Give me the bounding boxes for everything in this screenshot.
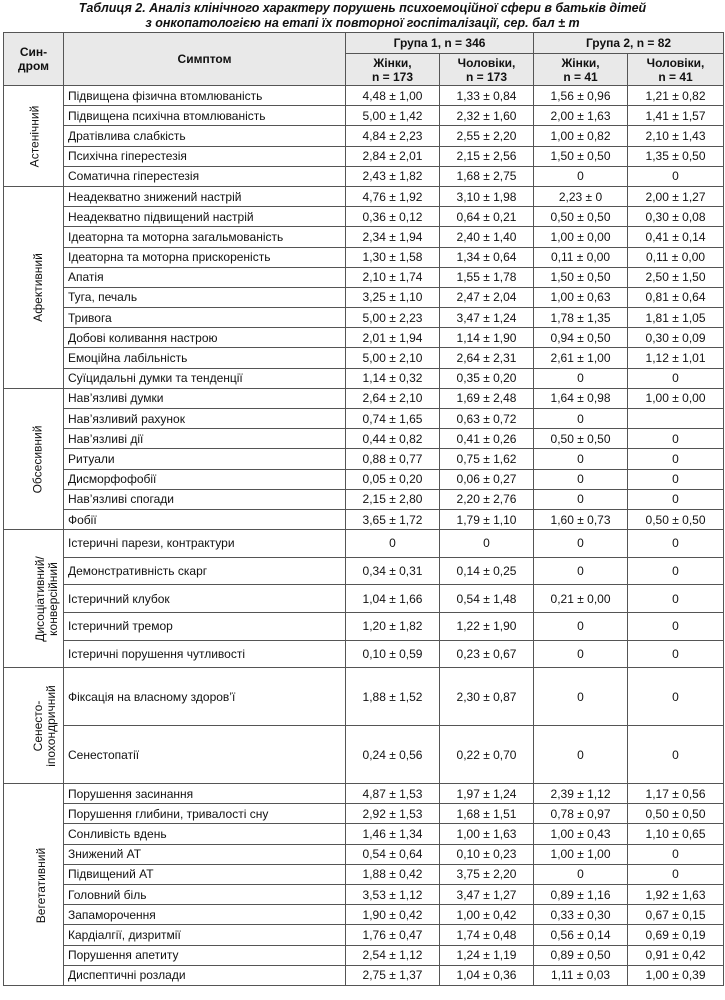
g1-women-value: 3,65 ± 1,72 (346, 509, 440, 529)
table-row (4, 308, 724, 328)
table-row (4, 469, 724, 489)
g1-women-value: 1,88 ± 0,42 (346, 864, 440, 884)
g1-men-value: 3,75 ± 2,20 (440, 864, 534, 884)
table-caption (0, 0, 725, 32)
table-row (4, 804, 724, 824)
table-row (4, 530, 724, 558)
g2-men-value: 1,17 ± 0,56 (628, 784, 724, 804)
g2-women-value: 2,23 ± 0 (534, 186, 628, 206)
symptom-cell: Нав’язливі думки (64, 388, 346, 408)
table-row (4, 267, 724, 287)
g1-men-value: 1,68 ± 2,75 (440, 166, 534, 186)
symptom-cell: Соматична гіперестезія (64, 166, 346, 186)
table-row (4, 585, 724, 613)
g1-men-value: 0,75 ± 1,62 (440, 449, 534, 469)
table-row (4, 668, 724, 726)
syndrome-label: Обсесивний (30, 425, 45, 494)
table-row (4, 905, 724, 925)
g2-women-value: 0,89 ± 1,16 (534, 885, 628, 905)
g2-women-value: 0 (534, 449, 628, 469)
g2-women-value: 1,78 ± 1,35 (534, 308, 628, 328)
g1-women-value: 0,36 ± 0,12 (346, 207, 440, 227)
header-symptom: Симптом (64, 33, 346, 86)
g2-men-value: 0 (628, 640, 724, 668)
symptom-cell: Диспептичні розлади (64, 965, 346, 985)
header-g2-women: Жінки, n = 41 (534, 54, 628, 86)
g1-men-value: 2,30 ± 0,87 (440, 668, 534, 726)
g2-women-value: 1,00 ± 0,63 (534, 287, 628, 307)
caption-line-2: з онкопатологією на етапі їх повторної госпіталізації, сер. бал ± m (145, 16, 580, 30)
g1-men-value: 0,41 ± 0,26 (440, 429, 534, 449)
g2-men-value: 0,91 ± 0,42 (628, 945, 724, 965)
g1-men-value: 0,14 ± 0,25 (440, 557, 534, 585)
symptom-cell: Добові коливання настрою (64, 328, 346, 348)
g1-women-value: 3,53 ± 1,12 (346, 885, 440, 905)
g2-men-value: 0,30 ± 0,09 (628, 328, 724, 348)
g2-men-value: 1,81 ± 1,05 (628, 308, 724, 328)
g2-men-value: 0 (628, 530, 724, 558)
symptom-cell: Нав’язливі дії (64, 429, 346, 449)
g1-women-value: 2,64 ± 2,10 (346, 388, 440, 408)
g1-men-value: 2,47 ± 2,04 (440, 287, 534, 307)
g2-men-value: 2,00 ± 1,27 (628, 186, 724, 206)
g2-women-value: 0,94 ± 0,50 (534, 328, 628, 348)
g1-men-value: 1,55 ± 1,78 (440, 267, 534, 287)
syndrome-label: Сенесто- іпохондричний (30, 684, 58, 767)
table-row (4, 726, 724, 784)
g2-men-value: 0 (628, 668, 724, 726)
symptom-cell: Фобії (64, 509, 346, 529)
g2-men-value: 0 (628, 726, 724, 784)
g2-women-value: 0 (534, 668, 628, 726)
table-row (4, 207, 724, 227)
g1-men-value: 3,47 ± 1,27 (440, 885, 534, 905)
table-row (4, 348, 724, 368)
g2-women-value: 0,56 ± 0,14 (534, 925, 628, 945)
table-row (4, 388, 724, 408)
g2-women-value: 0 (534, 489, 628, 509)
g1-men-value: 1,24 ± 1,19 (440, 945, 534, 965)
g2-men-value: 1,10 ± 0,65 (628, 824, 724, 844)
g1-men-value: 1,74 ± 0,48 (440, 925, 534, 945)
symptom-cell: Тривога (64, 308, 346, 328)
g1-women-value: 4,48 ± 1,00 (346, 86, 440, 106)
g1-women-value: 2,92 ± 1,53 (346, 804, 440, 824)
g2-men-value: 0 (628, 429, 724, 449)
g2-men-value: 0 (628, 844, 724, 864)
g1-women-value: 2,34 ± 1,94 (346, 227, 440, 247)
g1-men-value: 1,97 ± 1,24 (440, 784, 534, 804)
symptom-cell: Істеричні порушення чутливості (64, 640, 346, 668)
syndrome-cell (4, 530, 64, 668)
g2-men-value: 0,30 ± 0,08 (628, 207, 724, 227)
table-row (4, 166, 724, 186)
g1-men-value: 2,20 ± 2,76 (440, 489, 534, 509)
table-row (4, 186, 724, 206)
g2-men-value: 0 (628, 489, 724, 509)
g2-women-value: 0,89 ± 0,50 (534, 945, 628, 965)
symptom-cell: Порушення глибини, тривалості сну (64, 804, 346, 824)
g2-men-value: 0 (628, 166, 724, 186)
g2-men-value: 0 (628, 368, 724, 388)
g2-women-value: 1,50 ± 0,50 (534, 146, 628, 166)
symptom-cell: Емоційна лабільність (64, 348, 346, 368)
g2-men-value: 1,92 ± 1,63 (628, 885, 724, 905)
g1-women-value: 4,87 ± 1,53 (346, 784, 440, 804)
g2-women-value: 0,78 ± 0,97 (534, 804, 628, 824)
g1-women-value: 0,74 ± 1,65 (346, 409, 440, 429)
g2-women-value: 0 (534, 166, 628, 186)
g2-women-value: 2,39 ± 1,12 (534, 784, 628, 804)
g2-men-value: 0,50 ± 0,50 (628, 804, 724, 824)
caption-line-1: Таблиця 2. Аналіз клінічного характеру порушень психоемоційної сфери в батьків дітей (78, 1, 647, 15)
g2-women-value: 0 (534, 368, 628, 388)
g1-men-value: 0 (440, 530, 534, 558)
g2-men-value: 0,11 ± 0,00 (628, 247, 724, 267)
g1-men-value: 0,64 ± 0,21 (440, 207, 534, 227)
symptom-cell: Туга, печаль (64, 287, 346, 307)
g2-women-value: 1,56 ± 0,96 (534, 86, 628, 106)
g1-men-value: 1,22 ± 1,90 (440, 612, 534, 640)
header-g1-men: Чоловіки, n = 173 (440, 54, 534, 86)
symptom-cell: Головний біль (64, 885, 346, 905)
g1-women-value: 0,54 ± 0,64 (346, 844, 440, 864)
g2-women-value: 0,33 ± 0,30 (534, 905, 628, 925)
symptom-cell: Психічна гіперестезія (64, 146, 346, 166)
g2-men-value: 1,00 ± 0,00 (628, 388, 724, 408)
g1-men-value: 0,10 ± 0,23 (440, 844, 534, 864)
g1-women-value: 3,25 ± 1,10 (346, 287, 440, 307)
g2-women-value: 1,60 ± 0,73 (534, 509, 628, 529)
g2-women-value: 0 (534, 409, 628, 429)
syndrome-cell (4, 186, 64, 388)
g1-women-value: 1,20 ± 1,82 (346, 612, 440, 640)
g1-women-value: 4,84 ± 2,23 (346, 126, 440, 146)
g1-men-value: 1,68 ± 1,51 (440, 804, 534, 824)
g1-women-value: 0 (346, 530, 440, 558)
header-group-2: Група 2, n = 82 (534, 33, 724, 54)
g1-women-value: 1,04 ± 1,66 (346, 585, 440, 613)
g1-women-value: 4,76 ± 1,92 (346, 186, 440, 206)
g1-women-value: 0,34 ± 0,31 (346, 557, 440, 585)
g2-men-value: 2,50 ± 1,50 (628, 267, 724, 287)
g2-men-value: 0,41 ± 0,14 (628, 227, 724, 247)
g1-men-value: 1,79 ± 1,10 (440, 509, 534, 529)
g2-women-value: 0 (534, 612, 628, 640)
syndrome-cell (4, 86, 64, 187)
g2-women-value: 0 (534, 640, 628, 668)
g2-men-value: 0,50 ± 0,50 (628, 509, 724, 529)
g1-men-value: 2,32 ± 1,60 (440, 106, 534, 126)
syndrome-cell (4, 668, 64, 784)
symptom-cell: Дисморфофобії (64, 469, 346, 489)
g1-men-value: 1,69 ± 2,48 (440, 388, 534, 408)
g1-men-value: 1,33 ± 0,84 (440, 86, 534, 106)
g2-women-value: 0 (534, 469, 628, 489)
g1-men-value: 0,63 ± 0,72 (440, 409, 534, 429)
symptom-cell: Порушення засинання (64, 784, 346, 804)
g2-men-value (628, 409, 724, 429)
g1-men-value: 1,00 ± 1,63 (440, 824, 534, 844)
g2-men-value: 1,41 ± 1,57 (628, 106, 724, 126)
g2-women-value: 1,64 ± 0,98 (534, 388, 628, 408)
symptom-cell: Сонливість вдень (64, 824, 346, 844)
symptom-cell: Ідеаторна та моторна прискореність (64, 247, 346, 267)
g1-women-value: 2,10 ± 1,74 (346, 267, 440, 287)
g2-women-value: 0,11 ± 0,00 (534, 247, 628, 267)
symptom-cell: Знижений АТ (64, 844, 346, 864)
table-row (4, 126, 724, 146)
g1-women-value: 2,54 ± 1,12 (346, 945, 440, 965)
table-row (4, 864, 724, 884)
g2-women-value: 1,11 ± 0,03 (534, 965, 628, 985)
g2-men-value: 2,10 ± 1,43 (628, 126, 724, 146)
table-row (4, 368, 724, 388)
g1-men-value: 1,34 ± 0,64 (440, 247, 534, 267)
g1-men-value: 0,22 ± 0,70 (440, 726, 534, 784)
syndrome-cell (4, 388, 64, 529)
g2-men-value: 0 (628, 469, 724, 489)
g2-women-value: 0,50 ± 0,50 (534, 429, 628, 449)
g2-women-value: 1,00 ± 0,00 (534, 227, 628, 247)
g2-women-value: 1,50 ± 0,50 (534, 267, 628, 287)
g2-men-value: 1,35 ± 0,50 (628, 146, 724, 166)
symptom-cell: Підвищений АТ (64, 864, 346, 884)
g1-men-value: 2,40 ± 1,40 (440, 227, 534, 247)
table-row (4, 824, 724, 844)
table-row (4, 844, 724, 864)
symptom-cell: Фіксація на власному здоров’ї (64, 668, 346, 726)
table-row (4, 612, 724, 640)
table-body (4, 86, 724, 986)
table-row (4, 509, 724, 529)
table-row (4, 409, 724, 429)
symptom-cell: Порушення апетиту (64, 945, 346, 965)
symptom-cell: Істеричні парези, контрактури (64, 530, 346, 558)
g1-women-value: 5,00 ± 2,23 (346, 308, 440, 328)
g1-men-value: 0,54 ± 1,48 (440, 585, 534, 613)
g1-men-value: 3,10 ± 1,98 (440, 186, 534, 206)
g2-men-value: 0 (628, 449, 724, 469)
symptom-cell: Підвищена психічна втомлюваність (64, 106, 346, 126)
g1-women-value: 2,84 ± 2,01 (346, 146, 440, 166)
symptom-cell: Ритуали (64, 449, 346, 469)
g1-women-value: 0,24 ± 0,56 (346, 726, 440, 784)
g2-women-value: 0 (534, 557, 628, 585)
table-row (4, 640, 724, 668)
table-row (4, 885, 724, 905)
table-row (4, 146, 724, 166)
g2-men-value: 0,81 ± 0,64 (628, 287, 724, 307)
g2-women-value: 1,00 ± 0,43 (534, 824, 628, 844)
g2-men-value: 1,00 ± 0,39 (628, 965, 724, 985)
g2-men-value: 1,21 ± 0,82 (628, 86, 724, 106)
table-row (4, 106, 724, 126)
g2-women-value: 2,61 ± 1,00 (534, 348, 628, 368)
header-g2-men: Чоловіки, n = 41 (628, 54, 724, 86)
table-row (4, 227, 724, 247)
g1-men-value: 1,04 ± 0,36 (440, 965, 534, 985)
g2-women-value: 0 (534, 530, 628, 558)
table-row (4, 328, 724, 348)
g1-women-value: 1,46 ± 1,34 (346, 824, 440, 844)
table-row (4, 945, 724, 965)
g2-men-value: 1,12 ± 1,01 (628, 348, 724, 368)
table-row (4, 784, 724, 804)
syndrome-cell (4, 784, 64, 986)
symptom-cell: Суїцидальні думки та тенденції (64, 368, 346, 388)
symptom-cell: Неадекватно підвищений настрій (64, 207, 346, 227)
g2-men-value: 0 (628, 864, 724, 884)
g2-women-value: 0 (534, 726, 628, 784)
g1-women-value: 2,01 ± 1,94 (346, 328, 440, 348)
symptom-table (3, 32, 724, 986)
g1-women-value: 2,43 ± 1,82 (346, 166, 440, 186)
g1-men-value: 3,47 ± 1,24 (440, 308, 534, 328)
symptom-cell: Сенестопатії (64, 726, 346, 784)
g2-women-value: 0,21 ± 0,00 (534, 585, 628, 613)
g2-men-value: 0 (628, 585, 724, 613)
symptom-cell: Кардіалгії, дизритмії (64, 925, 346, 945)
g1-men-value: 0,35 ± 0,20 (440, 368, 534, 388)
symptom-cell: Істеричний клубок (64, 585, 346, 613)
g1-women-value: 0,88 ± 0,77 (346, 449, 440, 469)
g1-women-value: 5,00 ± 1,42 (346, 106, 440, 126)
symptom-cell: Підвищена фізична втомлюваність (64, 86, 346, 106)
g2-men-value: 0 (628, 612, 724, 640)
g1-women-value: 1,30 ± 1,58 (346, 247, 440, 267)
g1-men-value: 1,14 ± 1,90 (440, 328, 534, 348)
symptom-cell: Нав’язливі спогади (64, 489, 346, 509)
g1-women-value: 2,15 ± 2,80 (346, 489, 440, 509)
g1-men-value: 0,06 ± 0,27 (440, 469, 534, 489)
syndrome-label: Астенічний (27, 105, 42, 168)
table-row (4, 429, 724, 449)
g1-men-value: 2,15 ± 2,56 (440, 146, 534, 166)
g1-women-value: 5,00 ± 2,10 (346, 348, 440, 368)
syndrome-label: Дисоціативний/ конверсійний (32, 555, 60, 642)
g1-men-value: 2,55 ± 2,20 (440, 126, 534, 146)
g1-women-value: 2,75 ± 1,37 (346, 965, 440, 985)
table-row (4, 557, 724, 585)
g2-women-value: 2,00 ± 1,63 (534, 106, 628, 126)
g1-women-value: 1,14 ± 0,32 (346, 368, 440, 388)
header-row-1 (4, 33, 724, 54)
symptom-cell: Дратівлива слабкість (64, 126, 346, 146)
table-row (4, 489, 724, 509)
table-row (4, 965, 724, 985)
g2-men-value: 0,69 ± 0,19 (628, 925, 724, 945)
g2-men-value: 0,67 ± 0,15 (628, 905, 724, 925)
g1-women-value: 0,05 ± 0,20 (346, 469, 440, 489)
g2-men-value: 0 (628, 557, 724, 585)
g1-women-value: 1,88 ± 1,52 (346, 668, 440, 726)
g1-men-value: 1,00 ± 0,42 (440, 905, 534, 925)
g1-men-value: 2,64 ± 2,31 (440, 348, 534, 368)
g2-women-value: 0,50 ± 0,50 (534, 207, 628, 227)
header-syndrome: Син- дром (4, 33, 64, 86)
table-row (4, 86, 724, 106)
header-g1-women: Жінки, n = 173 (346, 54, 440, 86)
g1-women-value: 1,90 ± 0,42 (346, 905, 440, 925)
g1-women-value: 0,10 ± 0,59 (346, 640, 440, 668)
symptom-cell: Неадекватно знижений настрій (64, 186, 346, 206)
g1-women-value: 1,76 ± 0,47 (346, 925, 440, 945)
symptom-cell: Ідеаторна та моторна загальмованість (64, 227, 346, 247)
g2-women-value: 1,00 ± 1,00 (534, 844, 628, 864)
symptom-cell: Нав’язливий рахунок (64, 409, 346, 429)
symptom-cell: Апатія (64, 267, 346, 287)
table-row (4, 449, 724, 469)
g1-men-value: 0,23 ± 0,67 (440, 640, 534, 668)
g1-women-value: 0,44 ± 0,82 (346, 429, 440, 449)
symptom-cell: Істеричний тремор (64, 612, 346, 640)
syndrome-label: Вегетативний (34, 847, 49, 923)
syndrome-label: Афективний (30, 253, 45, 323)
table-row (4, 287, 724, 307)
table-row (4, 247, 724, 267)
g2-women-value: 0 (534, 864, 628, 884)
header-group-1: Група 1, n = 346 (346, 33, 534, 54)
symptom-cell: Демонстративність скарг (64, 557, 346, 585)
table-row (4, 925, 724, 945)
symptom-cell: Запаморочення (64, 905, 346, 925)
g2-women-value: 1,00 ± 0,82 (534, 126, 628, 146)
